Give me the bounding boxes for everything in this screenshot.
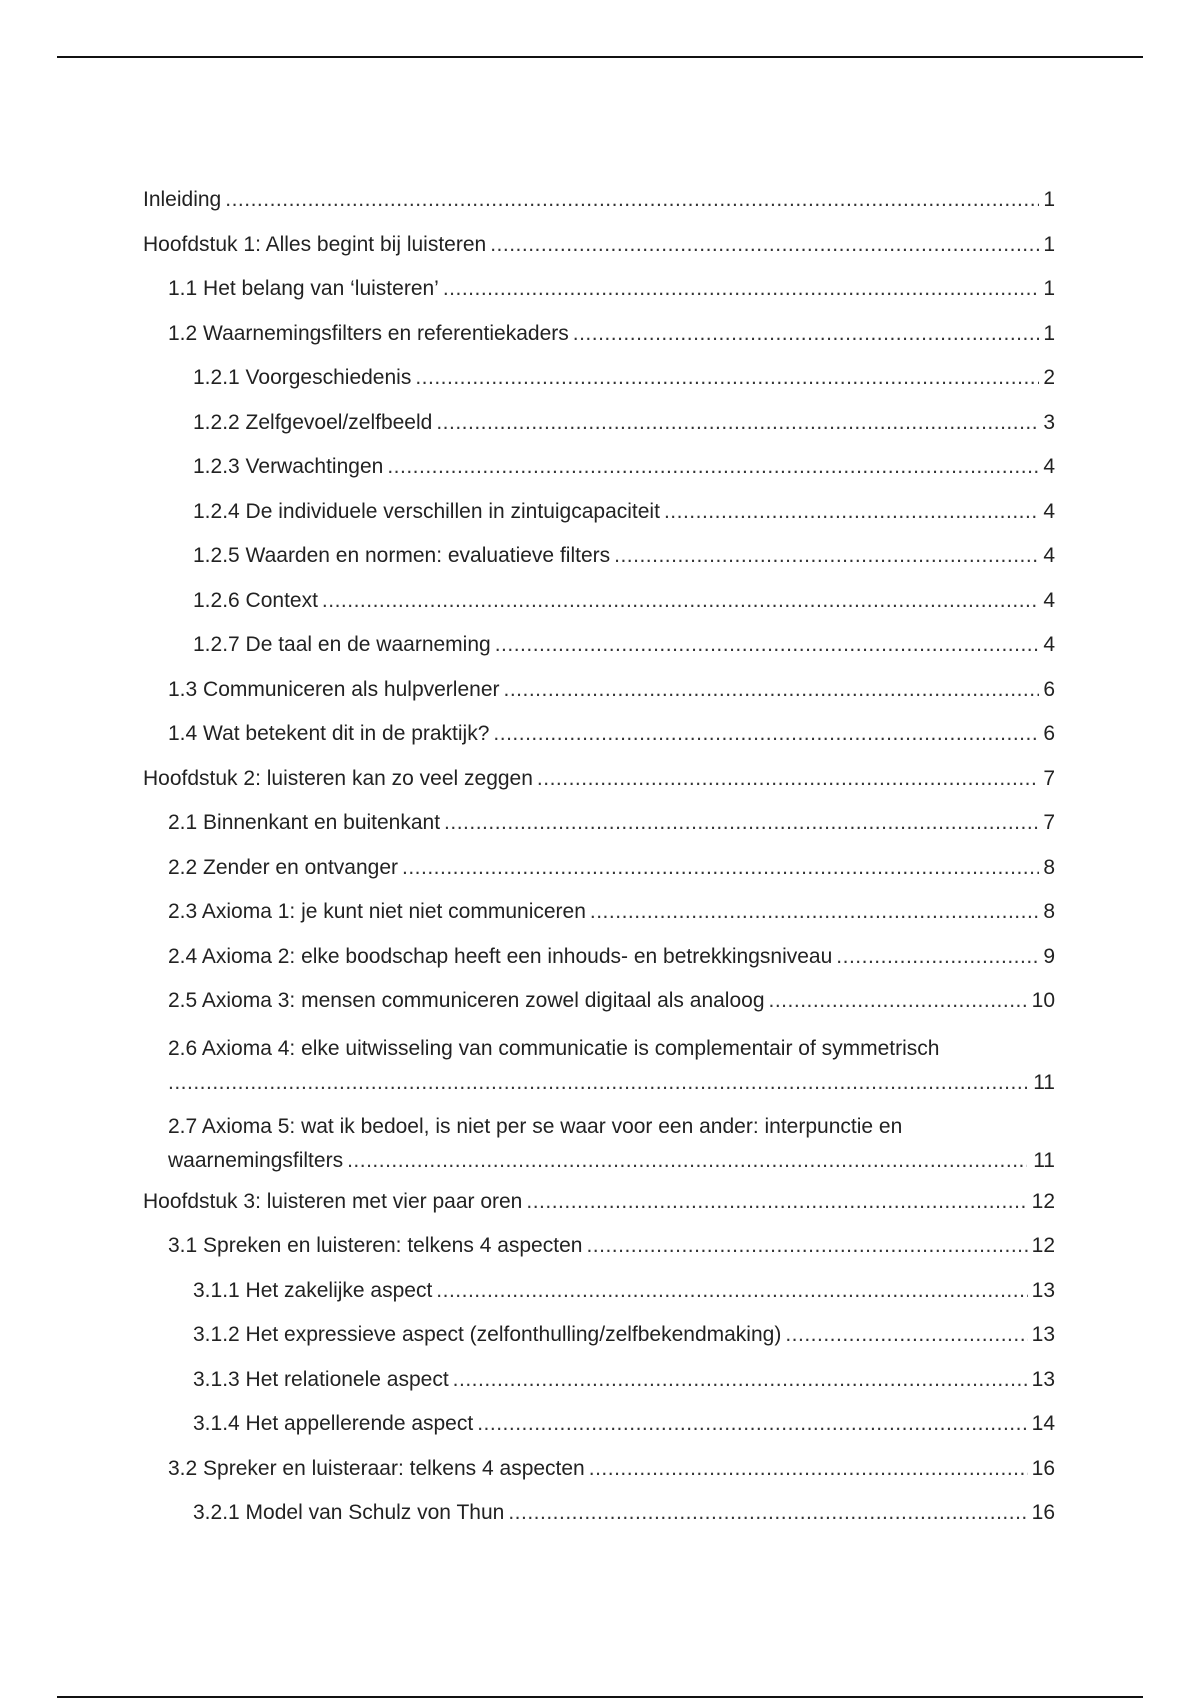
toc-entry-title: 1.2.2 Zelfgevoel/zelfbeeld xyxy=(193,410,433,434)
toc-entry-page: 3 xyxy=(1043,410,1055,434)
toc-entry[interactable] xyxy=(143,631,1055,659)
dot-leader xyxy=(586,1232,1027,1260)
toc-entry-title: 1.2.5 Waarden en normen: evaluatieve filters xyxy=(193,544,611,567)
toc-entry-title: 3.1.2 Het expressieve aspect (zelfonthulling/zelfbekendmaking) xyxy=(193,1323,782,1346)
toc-entry-page: 13 xyxy=(1031,1278,1055,1302)
toc-entry-title: 2.5 Axioma 3: mensen communiceren zowel digitaal als analoog xyxy=(168,989,765,1012)
toc-entry-title: 3.1.3 Het relationele aspect xyxy=(193,1367,449,1391)
toc-entry-page: 1 xyxy=(1043,321,1055,345)
toc-entry-title: 3.1.4 Het appellerende aspect xyxy=(193,1412,474,1435)
toc-entry[interactable] xyxy=(143,1499,1055,1527)
toc-entry-page: 12 xyxy=(1031,1234,1055,1257)
toc-entry-title: 1.2.6 Context xyxy=(193,588,318,612)
toc-entry-page: 9 xyxy=(1043,944,1055,968)
toc-entry-page: 6 xyxy=(1043,677,1055,701)
toc-entry[interactable] xyxy=(143,1232,1055,1260)
toc-entry-page: 16 xyxy=(1031,1456,1055,1480)
dot-leader xyxy=(589,1455,1028,1483)
toc-entry-title: 1.1 Het belang van ‘luisteren’ xyxy=(168,277,439,300)
toc-entry-title: 3.1 Spreken en luisteren: telkens 4 aspecten xyxy=(168,1234,583,1257)
toc-entry-title-continued: waarnemingsfilters xyxy=(168,1148,344,1172)
dot-leader xyxy=(495,631,1039,659)
toc-entry[interactable] xyxy=(143,498,1055,526)
toc-entry[interactable] xyxy=(143,231,1055,259)
toc-entry-wrapped[interactable] xyxy=(143,1110,1055,1178)
toc-entry[interactable] xyxy=(143,1455,1055,1483)
toc-entry-page: 1 xyxy=(1043,232,1055,256)
toc-entry-page: 1 xyxy=(1043,277,1055,300)
toc-entry[interactable] xyxy=(143,676,1055,704)
toc-entry-title: Hoofdstuk 3: luisteren met vier paar oren xyxy=(143,1189,523,1213)
dot-leader xyxy=(402,854,1039,882)
toc-entry-title: 1.2.3 Verwachtingen xyxy=(193,455,384,478)
dot-leader xyxy=(387,453,1039,481)
dot-leader xyxy=(347,1144,1027,1178)
table-of-contents xyxy=(143,186,1055,1544)
toc-entry-title: 2.6 Axioma 4: elke uitwisseling van communicatie is complementair of symmetrisch xyxy=(168,1036,940,1060)
toc-entry-page: 10 xyxy=(1031,989,1055,1012)
toc-entry-page: 16 xyxy=(1031,1501,1055,1524)
dot-leader xyxy=(493,720,1039,748)
toc-entry[interactable] xyxy=(143,542,1055,570)
toc-entry[interactable] xyxy=(143,320,1055,348)
toc-entry-page: 13 xyxy=(1031,1367,1055,1391)
toc-entry-title: 2.2 Zender en ontvanger xyxy=(168,855,398,879)
toc-entry-page: 4 xyxy=(1043,633,1055,656)
toc-entry[interactable] xyxy=(143,186,1055,214)
toc-entry[interactable] xyxy=(143,275,1055,303)
toc-entry-title: 1.4 Wat betekent dit in de praktijk? xyxy=(168,722,490,745)
toc-entry[interactable] xyxy=(143,1188,1055,1216)
toc-entry-title: 3.2 Spreker en luisteraar: telkens 4 aspecten xyxy=(168,1456,585,1480)
toc-entry-title: 2.7 Axioma 5: wat ik bedoel, is niet per se waar voor een ander: interpunctie en xyxy=(168,1114,903,1138)
toc-entry-title: 1.3 Communiceren als hulpverlener xyxy=(168,677,500,701)
dot-leader xyxy=(537,765,1039,793)
toc-entry[interactable] xyxy=(143,409,1055,437)
toc-entry[interactable] xyxy=(143,587,1055,615)
toc-entry-page: 7 xyxy=(1043,811,1055,834)
toc-entry[interactable] xyxy=(143,364,1055,392)
toc-entry-page: 4 xyxy=(1043,544,1055,567)
dot-leader xyxy=(225,186,1039,214)
footer-rule xyxy=(57,1696,1143,1698)
toc-entry[interactable] xyxy=(143,987,1055,1015)
toc-entry-page: 4 xyxy=(1043,499,1055,523)
dot-leader xyxy=(508,1499,1027,1527)
dot-leader xyxy=(504,676,1040,704)
dot-leader xyxy=(168,1066,1027,1100)
header-rule xyxy=(57,56,1143,58)
toc-entry-title: 2.3 Axioma 1: je kunt niet niet communiceren xyxy=(168,900,586,923)
dot-leader xyxy=(444,809,1039,837)
toc-entry-title: 2.4 Axioma 2: elke boodschap heeft een inhouds- en betrekkingsniveau xyxy=(168,944,833,968)
toc-entry-title: 2.1 Binnenkant en buitenkant xyxy=(168,811,441,834)
toc-entry[interactable] xyxy=(143,1410,1055,1438)
toc-entry[interactable] xyxy=(143,1321,1055,1349)
toc-entry-title: Inleiding xyxy=(143,188,222,211)
toc-entry[interactable] xyxy=(143,1366,1055,1394)
toc-entry-page: 7 xyxy=(1043,766,1055,790)
toc-entry-title: 1.2.4 De individuele verschillen in zintuigcapaciteit xyxy=(193,499,660,523)
toc-entry-page: 12 xyxy=(1031,1189,1055,1213)
toc-entry-wrapped[interactable] xyxy=(143,1032,1055,1100)
toc-entry-title: Hoofdstuk 1: Alles begint bij luisteren xyxy=(143,232,487,256)
toc-entry-title: 1.2 Waarnemingsfilters en referentiekaders xyxy=(168,321,569,345)
toc-entry[interactable] xyxy=(143,943,1055,971)
dot-leader xyxy=(415,364,1039,392)
dot-leader xyxy=(573,320,1039,348)
toc-entry[interactable] xyxy=(143,1277,1055,1305)
toc-entry-page: 6 xyxy=(1043,722,1055,745)
toc-entry-page: 13 xyxy=(1031,1323,1055,1346)
toc-entry-page: 4 xyxy=(1043,455,1055,478)
toc-entry[interactable] xyxy=(143,898,1055,926)
toc-entry-title: 3.1.1 Het zakelijke aspect xyxy=(193,1278,433,1302)
toc-entry-title: Hoofdstuk 2: luisteren kan zo veel zeggen xyxy=(143,766,533,790)
toc-entry-title: 1.2.7 De taal en de waarneming xyxy=(193,633,491,656)
toc-entry[interactable] xyxy=(143,453,1055,481)
toc-entry-page: 14 xyxy=(1031,1412,1055,1435)
dot-leader xyxy=(453,1366,1028,1394)
toc-entry-page: 8 xyxy=(1043,900,1055,923)
dot-leader xyxy=(436,1277,1027,1305)
toc-entry-page: 1 xyxy=(1043,188,1055,211)
toc-entry[interactable] xyxy=(143,854,1055,882)
toc-entry-page: 2 xyxy=(1043,366,1055,389)
toc-entry-title: 3.2.1 Model van Schulz von Thun xyxy=(193,1501,505,1524)
dot-leader xyxy=(490,231,1039,259)
dot-leader xyxy=(526,1188,1027,1216)
dot-leader xyxy=(664,498,1039,526)
dot-leader xyxy=(443,275,1039,303)
toc-entry[interactable] xyxy=(143,765,1055,793)
toc-entry-page: 4 xyxy=(1043,588,1055,612)
dot-leader xyxy=(785,1321,1027,1349)
toc-entry[interactable] xyxy=(143,720,1055,748)
dot-leader xyxy=(436,409,1039,437)
dot-leader xyxy=(836,943,1039,971)
toc-entry-page: 11 xyxy=(1033,1070,1055,1094)
dot-leader xyxy=(769,987,1028,1015)
toc-entry-title: 1.2.1 Voorgeschiedenis xyxy=(193,366,412,389)
dot-leader xyxy=(477,1410,1027,1438)
toc-entry[interactable] xyxy=(143,809,1055,837)
dot-leader xyxy=(590,898,1039,926)
dot-leader xyxy=(614,542,1039,570)
toc-entry-page: 8 xyxy=(1043,855,1055,879)
dot-leader xyxy=(322,587,1039,615)
toc-entry-page: 11 xyxy=(1033,1148,1055,1172)
